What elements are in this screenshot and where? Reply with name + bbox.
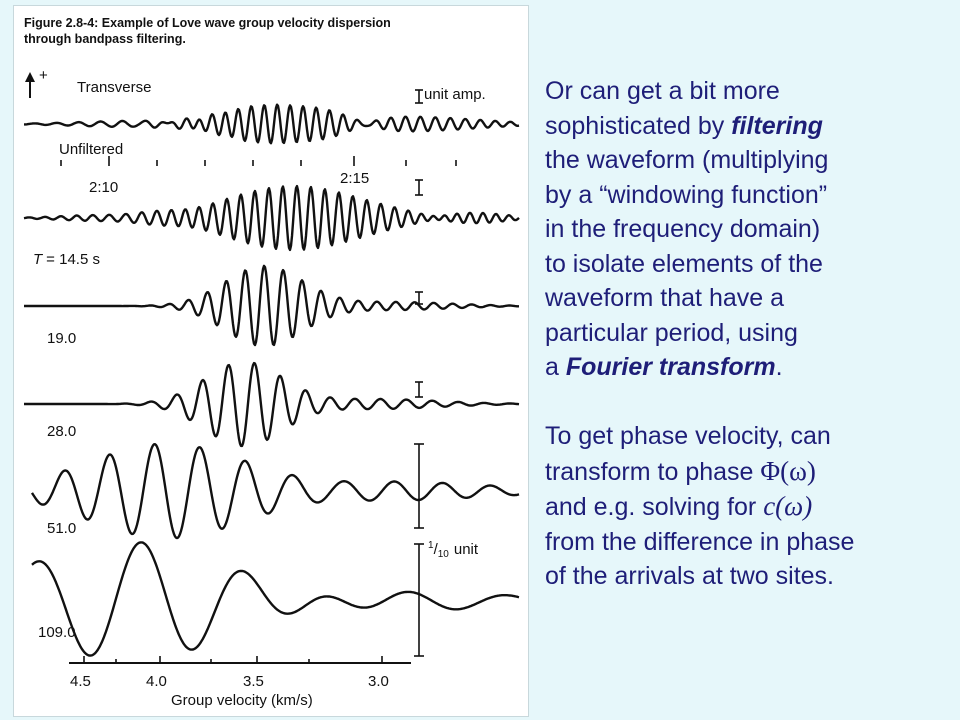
- paragraph-gap: [545, 385, 955, 420]
- trace-unfiltered: [24, 105, 519, 144]
- period-label-19: 19.0: [47, 330, 77, 347]
- trace-period-51: [32, 444, 519, 538]
- term-filtering: filtering: [731, 111, 823, 140]
- text-line: a Fourier transform.: [545, 353, 783, 381]
- period-label-51: 51.0: [47, 520, 77, 537]
- group-velocity-axis: [69, 656, 411, 663]
- label-period-14-5: T = 14.5 s: [33, 251, 100, 268]
- text-line: and e.g. solving for c(ω): [545, 491, 813, 521]
- text-line: by a “windowing function”: [545, 180, 828, 209]
- figure-caption-line2: through bandpass filtering.: [24, 32, 186, 46]
- text-line: waveform that have a: [545, 284, 785, 312]
- axis-tick-4-5: 4.5: [70, 673, 91, 690]
- trace-period-28: [24, 363, 519, 446]
- text-line: the waveform (multiplying: [545, 146, 829, 174]
- text-line: in the frequency domain): [545, 215, 821, 243]
- text-line: from the difference in phase: [545, 527, 855, 556]
- text-line: sophisticated by filtering: [545, 111, 823, 140]
- text-line: of the arrivals at two sites.: [545, 562, 835, 590]
- axis-tick-3-0: 3.0: [368, 673, 389, 690]
- term-fourier-transform: Fourier transform: [565, 353, 776, 381]
- axis-label: Group velocity (km/s): [171, 692, 313, 709]
- label-unfiltered: Unfiltered: [59, 141, 124, 158]
- text-line: To get phase velocity, can: [545, 422, 831, 450]
- period-label-109: 109.0: [38, 624, 76, 641]
- tenth-unit-label: $^1/_{10}$ unit: [428, 540, 479, 560]
- time-label-left: 2:10: [89, 179, 119, 196]
- phase-symbol: Φ(ω): [760, 455, 816, 486]
- figure-caption-line1: Figure 2.8-4: Example of Love wave group velocity dispersion: [24, 16, 391, 30]
- text-line: transform to phase Φ(ω): [545, 455, 816, 486]
- amplitude-scale-bars: [414, 90, 424, 656]
- phase-velocity-symbol: c(ω): [763, 491, 813, 521]
- axis-tick-4-0: 4.0: [146, 673, 167, 690]
- polarity-arrow-icon: [25, 72, 35, 98]
- period-label-28: 28.0: [47, 423, 77, 440]
- label-unit-amp: unit amp.: [424, 86, 486, 103]
- explanation-text: [545, 74, 955, 594]
- figure-panel: [13, 5, 529, 717]
- plus-sign: +: [39, 67, 48, 84]
- text-line: to isolate elements of the: [545, 249, 823, 278]
- seismogram-figure: [14, 6, 528, 716]
- time-label-right: 2:15: [340, 170, 370, 187]
- text-line: particular period, using: [545, 318, 798, 347]
- label-transverse: Transverse: [77, 79, 152, 96]
- axis-tick-3-5: 3.5: [243, 673, 264, 690]
- text-line: Or can get a bit more: [545, 77, 780, 105]
- trace-period-19: [24, 266, 519, 345]
